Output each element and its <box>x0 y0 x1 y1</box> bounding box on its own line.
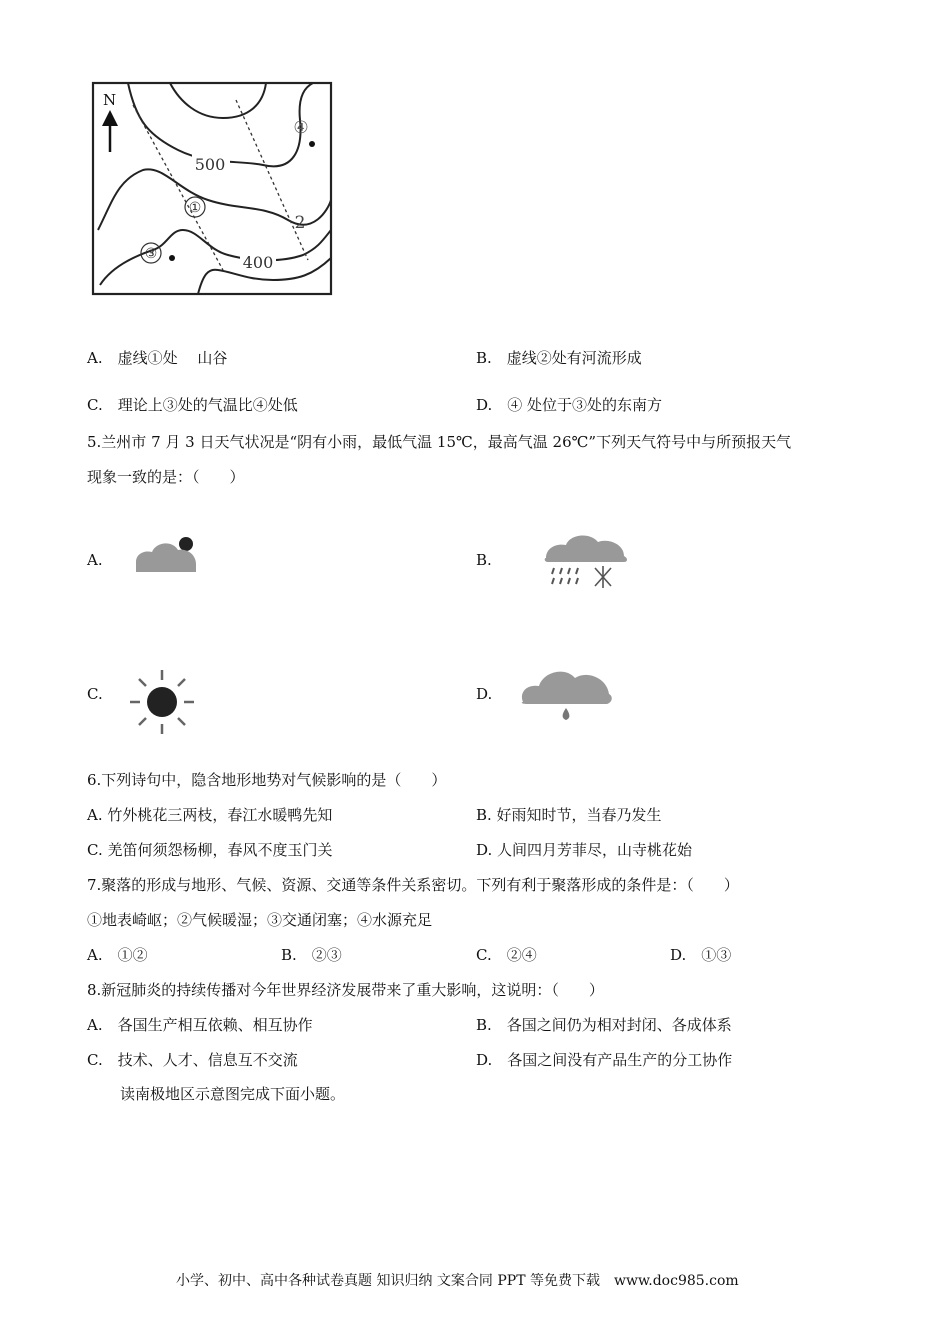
q7-option-a: A. ①② <box>87 946 148 964</box>
q4-option-c: C. 理论上③处的气温比④处低 <box>87 396 298 414</box>
q6-option-a: A. 竹外桃花三两枝，春江水暖鸭先知 <box>87 806 333 824</box>
q5-option-a: A. <box>87 551 103 569</box>
q5-option-d: D. <box>476 685 493 703</box>
contour-map <box>88 80 338 298</box>
q6-option-b: B. 好雨知时节，当春乃发生 <box>476 806 662 824</box>
q5-stem-line1: 5.兰州市 7 月 3 日天气状况是“阴有小雨，最低气温 15℃，最高气温 26℃”下列天气符号中与所预报天气 <box>87 433 792 451</box>
q5-option-b: B. <box>476 551 492 569</box>
point-3 <box>169 255 175 261</box>
cloud-light-rain-icon <box>515 660 620 725</box>
q4-option-d: D. ④ 处位于③处的东南方 <box>476 396 663 414</box>
marker-3: ③ <box>144 246 158 262</box>
q7-conditions: ①地表崎岖；②气候暖湿；③交通闭塞；④水源充足 <box>87 911 433 929</box>
q6-stem: 6.下列诗句中，隐含地形地势对气候影响的是（ ） <box>87 771 447 789</box>
contour-label-400: 400 <box>242 253 274 272</box>
north-label: N <box>103 91 117 109</box>
contour-label-500: 500 <box>194 155 226 174</box>
q8-stem: 8.新冠肺炎的持续传播对今年世界经济发展带来了重大影响，这说明：（ ） <box>87 981 604 999</box>
marker-2: 2 <box>294 213 306 233</box>
q7-stem: 7.聚落的形成与地形、气候、资源、交通等条件关系密切。下列有利于聚落形成的条件是：（ ） <box>87 876 739 894</box>
q5-stem-line2: 现象一致的是：（ ） <box>87 468 245 486</box>
q6-option-d: D. 人间四月芳菲尽，山寺桃花始 <box>476 841 693 859</box>
marker-4: ④ <box>293 118 309 138</box>
cloud-with-sun-icon <box>130 530 210 578</box>
rain-and-snow-icon <box>540 528 635 590</box>
q5-option-c: C. <box>87 685 103 703</box>
q4-option-b: B. 虚线②处有河流形成 <box>476 349 642 367</box>
q8-option-d: D. 各国之间没有产品生产的分工协作 <box>476 1051 733 1069</box>
point-4 <box>309 141 315 147</box>
q7-option-c: C. ②④ <box>476 946 537 964</box>
q7-option-b: B. ②③ <box>281 946 342 964</box>
page-footer: 小学、初中、高中各种试卷真题 知识归纳 文案合同 PPT 等免费下载 www.doc985.com <box>176 1273 739 1289</box>
q4-option-a: A. 虚线①处 山谷 <box>87 349 228 367</box>
sun-icon <box>125 662 205 737</box>
q7-option-d: D. ①③ <box>670 946 732 964</box>
q8-option-c: C. 技术、人才、信息互不交流 <box>87 1051 298 1069</box>
q8-option-a: A. 各国生产相互依赖、相互协作 <box>87 1016 313 1034</box>
q6-option-c: C. 羌笛何须怨杨柳，春风不度玉门关 <box>87 841 333 859</box>
q8-option-b: B. 各国之间仍为相对封闭、各成体系 <box>476 1016 732 1034</box>
section-intro: 读南极地区示意图完成下面小题。 <box>120 1085 346 1103</box>
marker-1: ① <box>188 200 202 216</box>
